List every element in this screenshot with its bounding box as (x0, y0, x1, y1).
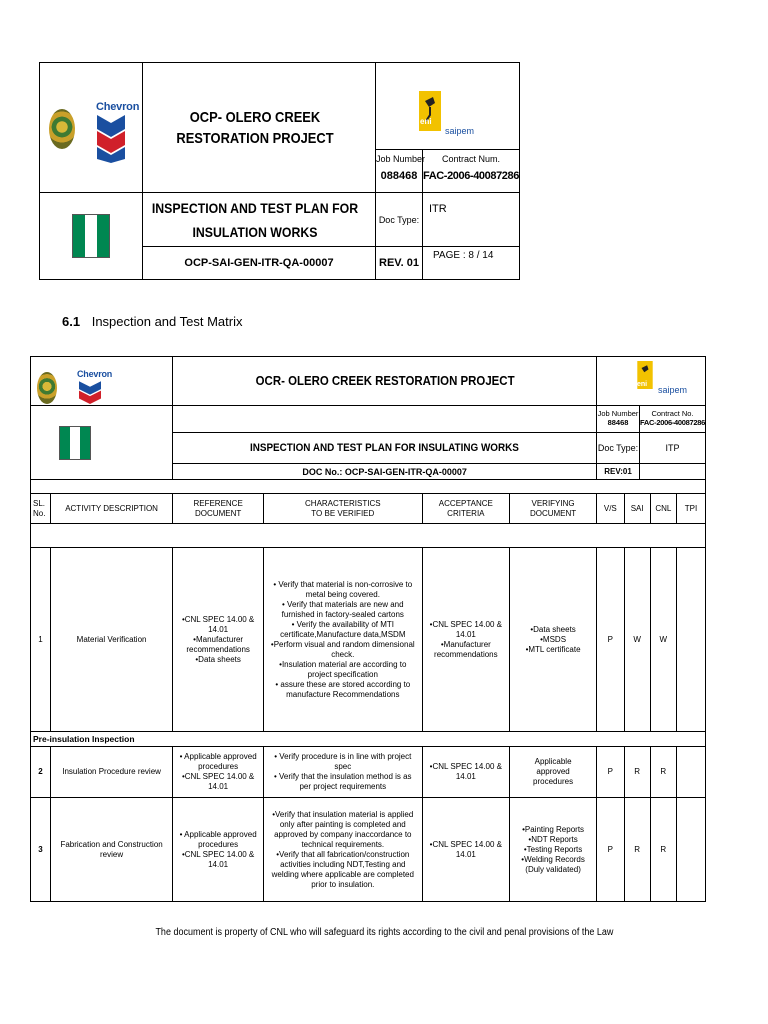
company-cell (376, 63, 520, 193)
characteristic-line: • Verify that the insulation method is as per project requirements (274, 772, 412, 791)
verifying-line: •NDT Reports (528, 834, 578, 844)
table-row (31, 548, 706, 732)
reference-line: •CNL SPEC 14.00 & 14.01 (181, 614, 255, 634)
matrix-job-cell (597, 406, 640, 432)
matrix-doc-no-cell (173, 464, 597, 480)
logo-cell (40, 63, 143, 193)
matrix-nnpc-logo (37, 372, 57, 404)
col-vs: V/S (597, 494, 625, 524)
reference-line: •Data sheets (195, 654, 241, 664)
reference-line: •Manufacturer recommendations (186, 634, 250, 654)
acceptance-criteria (422, 548, 510, 732)
doc-type-cell (376, 193, 520, 247)
sai-value: R (624, 747, 650, 798)
col-sai: SAI (624, 494, 650, 524)
matrix-project-title-cell (173, 357, 597, 406)
verifying-line: •Testing Reports (523, 844, 583, 854)
chevron-logo (97, 115, 125, 163)
footer-text: The document is property of CNL who will safeguard its rights according to the civil and penal provisions of the Law (155, 927, 613, 938)
project-title: OCP- OLERO CREEK RESTORATION PROJECT (176, 108, 334, 147)
characteristics (264, 798, 423, 902)
matrix-flag-cell (31, 406, 173, 480)
group-label: Pre-insulation Inspection (31, 732, 706, 747)
reference-line: • Applicable approved procedures (179, 752, 257, 771)
acceptance-criteria (422, 798, 510, 902)
table-row (31, 798, 706, 902)
cnl-value: W (650, 548, 676, 732)
row-number: 3 (31, 798, 51, 902)
characteristic-line: •Verify that all fabrication/construction activities including NDT,Testing and welding where applicable are completed prior to insulation. (271, 849, 414, 889)
doc-number: OCP-SAI-GEN-ITR-QA-00007 (184, 257, 334, 269)
matrix-revision: REV:01 (597, 464, 640, 479)
matrix-contract-cell (640, 406, 705, 432)
matrix-job-contract-cell (597, 406, 706, 433)
acceptance-line: •CNL SPEC 14.00 & 14.01 (429, 762, 502, 781)
matrix-doc-type-cell (597, 433, 706, 464)
verifying-document (510, 747, 597, 798)
matrix-logo-cell (31, 357, 173, 406)
cnl-value: R (650, 747, 676, 798)
matrix-chevron-wordmark: Chevron (77, 369, 113, 379)
col-cnl: CNL (650, 494, 676, 524)
activity-description: Material Verification (50, 548, 172, 732)
acceptance-line: •Manufacturer recommendations (434, 639, 498, 659)
revision-cell (376, 247, 520, 280)
characteristic-line: • assure these are stored according to manufacture Recommendations (275, 679, 411, 699)
contract-label: Contract Num. (441, 154, 500, 164)
contract-number: FAC-2006-40087286 (423, 170, 519, 182)
nigeria-flag (72, 214, 110, 258)
matrix-plan-title: INSPECTION AND TEST PLAN FOR INSULATING WORKS (250, 442, 520, 454)
plan-title-cell (143, 193, 376, 247)
flag-cell (40, 193, 143, 280)
col-sl-no: SL. No. (31, 494, 51, 524)
characteristic-line: •Insulation material are according to project specification (279, 659, 407, 679)
col-verifying: VERIFYING DOCUMENT (510, 494, 597, 524)
section-heading (62, 314, 243, 329)
col-reference: REFERENCE DOCUMENT (173, 494, 264, 524)
footer-note (0, 927, 768, 938)
verifying-line: •MTL certificate (525, 644, 581, 654)
characteristic-line: •Perform visual and random dimensional check. (270, 639, 415, 659)
doc-type-label: Doc Type: (376, 193, 423, 246)
document-header (39, 62, 520, 280)
matrix-contract-number: FAC-2006-40087286 (640, 418, 705, 427)
characteristics (264, 747, 423, 798)
matrix-project-title: OCR- OLERO CREEK RESTORATION PROJECT (255, 373, 515, 388)
blank-row (31, 524, 706, 548)
tpi-value (676, 747, 705, 798)
matrix-plan-title-cell (173, 433, 597, 464)
acceptance-criteria (422, 747, 510, 798)
group-row (31, 732, 706, 747)
page-number: PAGE : 8 / 14 (433, 250, 494, 261)
doc-type: ITR (429, 203, 447, 215)
column-header-row (31, 494, 706, 524)
table-row (31, 747, 706, 798)
verifying-line: •Painting Reports (522, 824, 585, 834)
verifying-document (510, 548, 597, 732)
vs-value: P (597, 798, 625, 902)
matrix-job-label: Job Number (597, 409, 639, 418)
reference-line: •CNL SPEC 14.00 & 14.01 (181, 772, 255, 791)
matrix-doc-no: DOC No.: OCP-SAI-GEN-ITR-QA-00007 (302, 466, 467, 477)
verifying-line: •Welding Records (521, 854, 585, 864)
contract-cell (423, 150, 519, 192)
job-number-cell (376, 150, 426, 192)
reference-line: • Applicable approved procedures (179, 829, 257, 849)
row-number: 2 (31, 747, 51, 798)
sai-value: R (624, 798, 650, 902)
verifying-line: •Data sheets (530, 624, 576, 634)
verifying-document (510, 798, 597, 902)
sai-value: W (624, 548, 650, 732)
activity-description: Fabrication and Construction review (50, 798, 172, 902)
matrix-job-number: 88468 (607, 418, 629, 427)
section-title: Inspection and Test Matrix (91, 314, 243, 329)
reference-document (173, 747, 264, 798)
tpi-value (676, 548, 705, 732)
vs-value: P (597, 747, 625, 798)
characteristics (264, 548, 423, 732)
cnl-value: R (650, 798, 676, 902)
job-number: 088468 (380, 170, 418, 182)
eni-wordmark: eni (420, 117, 432, 126)
matrix-rev-cell (597, 464, 706, 480)
matrix-company-cell (597, 357, 706, 406)
matrix-doc-type-label: Doc Type: (597, 433, 640, 463)
characteristic-line: • Verify procedure is in line with project spec (274, 752, 412, 771)
reference-document (173, 548, 264, 732)
verifying-line: •MSDS (540, 634, 567, 644)
reference-document (173, 798, 264, 902)
characteristic-line: •Verify that insulation material is applied only after painting is completed and approved by company inaccordance to technical requirements. (272, 809, 414, 849)
matrix-eni-wordmark: eni (637, 381, 648, 388)
col-acceptance: ACCEPTANCE CRITERIA (422, 494, 510, 524)
inspection-matrix (30, 356, 706, 902)
matrix-saipem-wordmark: saipem (658, 385, 688, 395)
col-tpi: TPI (676, 494, 705, 524)
doc-number-cell (143, 247, 376, 280)
plan-title: INSPECTION AND TEST PLAN FOR INSULATION WORKS (151, 199, 359, 240)
reference-line: •CNL SPEC 14.00 & 14.01 (181, 849, 255, 869)
matrix-blank-cell (173, 406, 597, 433)
characteristic-line: • Verify that materials are new and furnished in factory-sealed cartons (281, 599, 404, 619)
matrix-chevron-logo (79, 381, 101, 405)
verifying-line: Applicable approved procedures (533, 757, 574, 786)
col-activity: ACTIVITY DESCRIPTION (50, 494, 172, 524)
project-title-cell (143, 63, 376, 193)
verifying-line: (Duly validated) (525, 864, 581, 874)
matrix-contract-label: Contract No. (651, 409, 694, 418)
acceptance-line: •CNL SPEC 14.00 & 14.01 (429, 619, 502, 639)
acceptance-line: •CNL SPEC 14.00 & 14.01 (429, 839, 502, 859)
chevron-wordmark: Chevron (96, 101, 140, 113)
matrix-spacer (31, 480, 706, 494)
row-number: 1 (31, 548, 51, 732)
nnpc-logo (49, 109, 75, 149)
col-characteristics: CHARACTERISTICS TO BE VERIFIED (264, 494, 423, 524)
revision: REV. 01 (376, 247, 423, 279)
saipem-wordmark: saipem (445, 126, 475, 136)
vs-value: P (597, 548, 625, 732)
matrix-doc-type: ITP (665, 443, 680, 453)
characteristic-line: • Verify that material is non-corrosive to metal being covered. (273, 579, 413, 599)
job-number-label: Job Number (376, 154, 426, 164)
section-number: 6.1 (62, 314, 81, 329)
matrix-nigeria-flag (59, 426, 91, 460)
characteristic-line: • Verify the availability of MTI certificate,Manufacture data,MSDM (280, 619, 406, 639)
tpi-value (676, 798, 705, 902)
activity-description: Insulation Procedure review (50, 747, 172, 798)
